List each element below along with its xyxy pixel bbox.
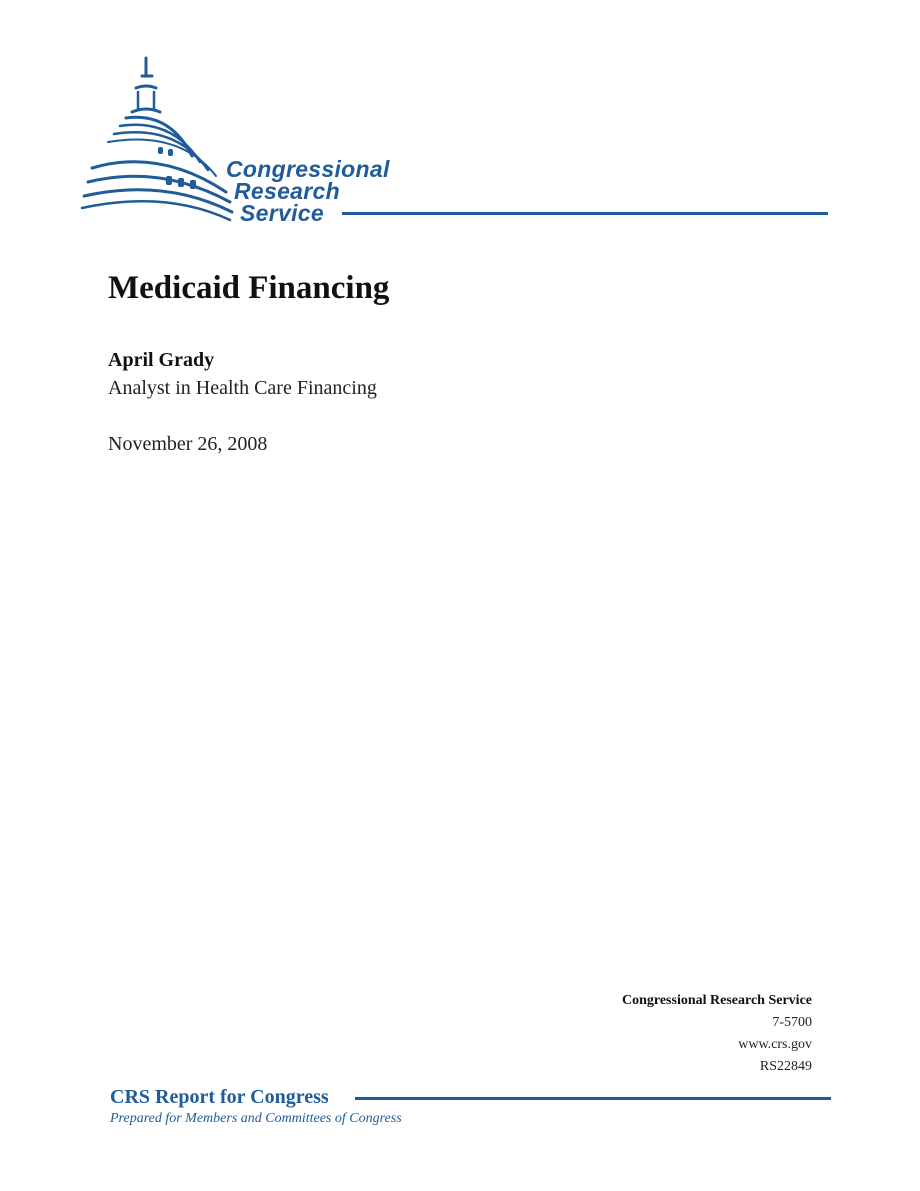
report-number: RS22849 — [759, 1059, 812, 1074]
footer-title: CRS Report for Congress — [110, 1086, 329, 1108]
author-name: April Grady — [108, 349, 215, 371]
footer-rule — [355, 1097, 831, 1100]
logo-text-congressional: Congressional — [226, 156, 390, 182]
logo-text-service: Service — [240, 200, 324, 226]
logo-rule — [342, 212, 828, 215]
report-date: November 26, 2008 — [108, 433, 268, 455]
crs-logo — [80, 52, 840, 227]
report-title: Medicaid Financing — [108, 270, 390, 306]
org-phone: 7-5700 — [772, 1015, 812, 1030]
org-name: Congressional Research Service — [621, 993, 812, 1008]
logo-text-research: Research — [234, 178, 340, 204]
footer-subtitle: Prepared for Members and Committees of Congress — [110, 1111, 402, 1126]
org-info-block — [622, 990, 812, 1078]
author-position: Analyst in Health Care Financing — [108, 377, 377, 399]
capitol-dome-icon — [80, 52, 240, 227]
org-website: www.crs.gov — [738, 1037, 812, 1052]
